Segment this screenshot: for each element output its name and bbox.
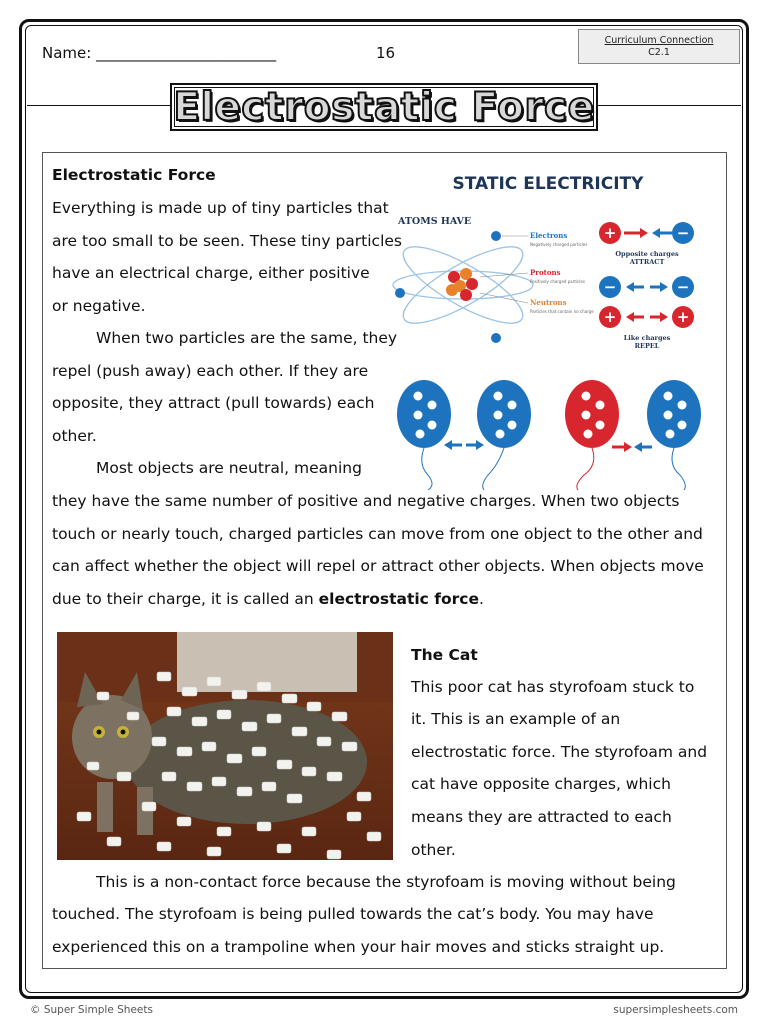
- neutrons-desc: Particles that contain no charge: [530, 309, 594, 314]
- atom-icon: [393, 231, 533, 343]
- svg-text:+: +: [676, 308, 690, 326]
- paragraph-line: This is a non-contact force because the styrofoam is moving without being: [96, 873, 676, 891]
- paragraph-line: other.: [52, 427, 97, 445]
- footer-copyright: © Super Simple Sheets: [30, 1004, 153, 1016]
- paragraph-line: means they are attracted to each: [411, 808, 672, 826]
- svg-text:+: +: [603, 308, 617, 326]
- electrons-desc: Negatively charged particles: [530, 242, 588, 247]
- paragraph-line: repel (push away) each other. If they are: [52, 362, 369, 380]
- opposite-charges-label: Opposite charges: [615, 250, 679, 258]
- curriculum-connection-box: [578, 29, 740, 64]
- paragraph-line: are too small to be seen. These tiny particles: [52, 232, 402, 250]
- footer-website[interactable]: supersimplesheets.com: [613, 1004, 738, 1016]
- protons-desc: Positively charged particles: [530, 279, 585, 284]
- text-run: .: [479, 590, 484, 608]
- title-rule-left: [27, 105, 170, 106]
- protons-label: Protons: [530, 268, 561, 277]
- attract-label: ATTRACT: [629, 258, 665, 266]
- neutrons-label: Neutrons: [530, 298, 567, 307]
- paragraph-line: opposite, they attract (pull towards) each: [52, 394, 375, 412]
- svg-text:+: +: [603, 224, 617, 242]
- paragraph-line: touched. The styrofoam is being pulled towards the cat’s body. You may have: [52, 905, 654, 923]
- cat-photo: [57, 632, 393, 860]
- paragraph-line: other.: [411, 841, 456, 859]
- atoms-have-label: ATOMS HAVE: [398, 216, 472, 227]
- diagram-title: STATIC ELECTRICITY: [452, 174, 644, 194]
- like-charges-negative-icon: [599, 276, 694, 298]
- page-title: Electrostatic Force: [173, 84, 595, 130]
- curriculum-code: C2.1: [648, 47, 670, 58]
- page-number: 16: [376, 44, 396, 62]
- balloons-repel-icon: [397, 380, 531, 490]
- paragraph-line: Most objects are neutral, meaning: [96, 459, 362, 477]
- static-electricity-diagram: [388, 160, 722, 490]
- opposite-charges-icon: [599, 222, 694, 244]
- like-charges-positive-icon: [599, 306, 694, 328]
- paragraph-line-last: [52, 583, 484, 616]
- paragraph-line: can affect whether the object will repel or attract other objects. When objects move: [52, 557, 704, 575]
- svg-text:−: −: [676, 224, 690, 242]
- svg-text:−: −: [603, 278, 617, 296]
- like-charges-label: Like charges: [623, 334, 671, 342]
- paragraph-line: cat have opposite charges, which: [411, 775, 671, 793]
- paragraph-line: This poor cat has styrofoam stuck to: [411, 678, 695, 696]
- section-heading-cat: The Cat: [411, 646, 478, 664]
- electrons-label: Electrons: [530, 231, 568, 240]
- name-field[interactable]: Name: ________________________: [42, 44, 277, 62]
- paragraph-line: or negative.: [52, 297, 146, 315]
- repel-label: REPEL: [634, 342, 660, 350]
- title-rule-right: [598, 105, 741, 106]
- paragraph-line: electrostatic force. The styrofoam and: [411, 743, 708, 761]
- paragraph-line: they have the same number of positive and negative charges. When two objects: [52, 492, 680, 510]
- paragraph-line: experienced this on a trampoline when your hair moves and sticks straight up.: [52, 938, 665, 956]
- curriculum-title: Curriculum Connection: [604, 35, 714, 46]
- balloons-attract-icon: [565, 380, 701, 490]
- paragraph-line: touch or nearly touch, charged particles can move from one object to the other and: [52, 525, 703, 543]
- text-run: due to their charge, it is called an: [52, 590, 319, 608]
- key-term: electrostatic force: [318, 590, 480, 608]
- section-heading-electrostatic: Electrostatic Force: [52, 166, 216, 184]
- paragraph-line: have an electrical charge, either positive: [52, 264, 370, 282]
- paragraph-line: Everything is made up of tiny particles that: [52, 199, 389, 217]
- paragraph-line: it. This is an example of an: [411, 710, 621, 728]
- paragraph-line: When two particles are the same, they: [96, 329, 398, 347]
- title-box: [170, 83, 598, 131]
- svg-text:−: −: [676, 278, 690, 296]
